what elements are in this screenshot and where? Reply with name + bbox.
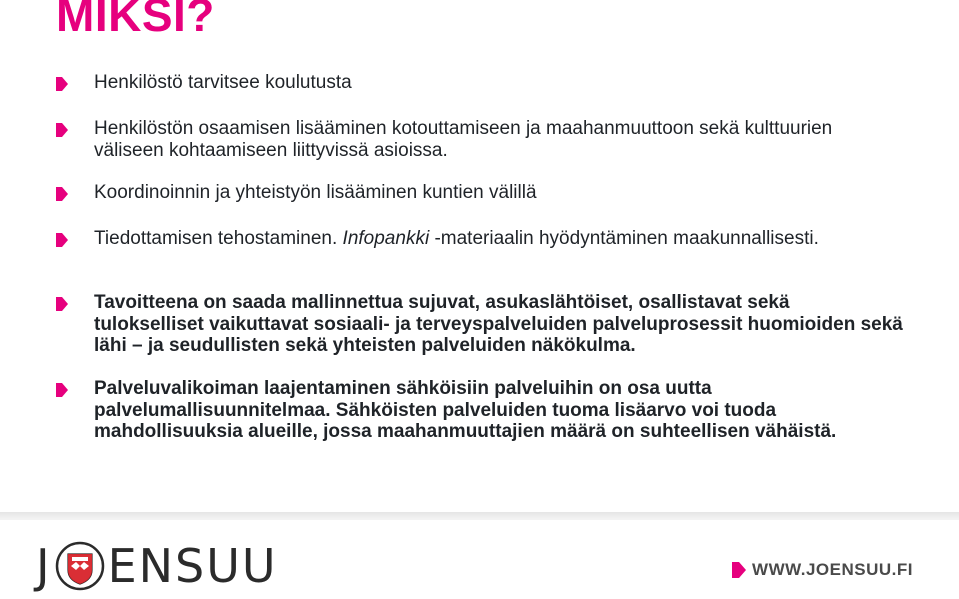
infopankki-italic: Infopankki xyxy=(342,228,430,249)
bullet-text-part: Tiedottamisen tehostaminen. xyxy=(94,228,343,249)
website-link[interactable] xyxy=(732,560,913,580)
pink-arrow-bullet-icon xyxy=(56,383,68,397)
bullet-text: Palveluvalikoiman laajentaminen sähköisiin palveluihin on osa uutta palvelumallisuunnitelmaa. Sähköisten palveluiden tuoma lisäarvo voi tuoda mahdollisuuksia alueille, jossa maahanmuuttajien määrä on suhteellisen vähäistä. xyxy=(94,378,837,442)
joensuu-coat-of-arms-icon xyxy=(54,540,106,592)
pink-arrow-bullet-icon xyxy=(56,77,68,91)
pink-arrow-icon xyxy=(732,562,746,578)
bullet-text xyxy=(94,228,904,250)
bullet-text: Henkilöstön osaamisen lisääminen kotouttamiseen ja maahanmuuttoon sekä kulttuurien väliseen kohtaamiseen liittyvissä asioissa. xyxy=(94,118,833,161)
bullet-text: Tavoitteena on saada mallinnettua sujuvat, asukaslähtöiset, osallistavat sekä tulokselliset vaikuttavat sosiaali- ja terveyspalveluiden palveluprosessit huomioiden sekä lähi – ja seudullisten sekä yhteisten palveluiden näkökulma. xyxy=(94,292,903,356)
pink-arrow-bullet-icon xyxy=(56,123,68,137)
pink-arrow-bullet-icon xyxy=(56,187,68,201)
pink-arrow-bullet-icon xyxy=(56,297,68,311)
joensuu-logo xyxy=(36,538,278,594)
bullet-text: Henkilöstö tarvitsee koulutusta xyxy=(94,72,352,93)
bullet-text: Koordinoinnin ja yhteistyön lisääminen kuntien välillä xyxy=(94,182,537,203)
pink-arrow-bullet-icon xyxy=(56,233,68,247)
logo-text-left: J xyxy=(36,539,52,593)
logo-text-right: ENSUU xyxy=(107,539,278,593)
bullet-text-part: -materiaalin hyödyntäminen maakunnallisesti. xyxy=(429,228,819,249)
slide-title: MIKSI? xyxy=(56,0,215,41)
footer xyxy=(0,520,959,599)
website-url[interactable]: WWW.JOENSUU.FI xyxy=(752,560,913,579)
